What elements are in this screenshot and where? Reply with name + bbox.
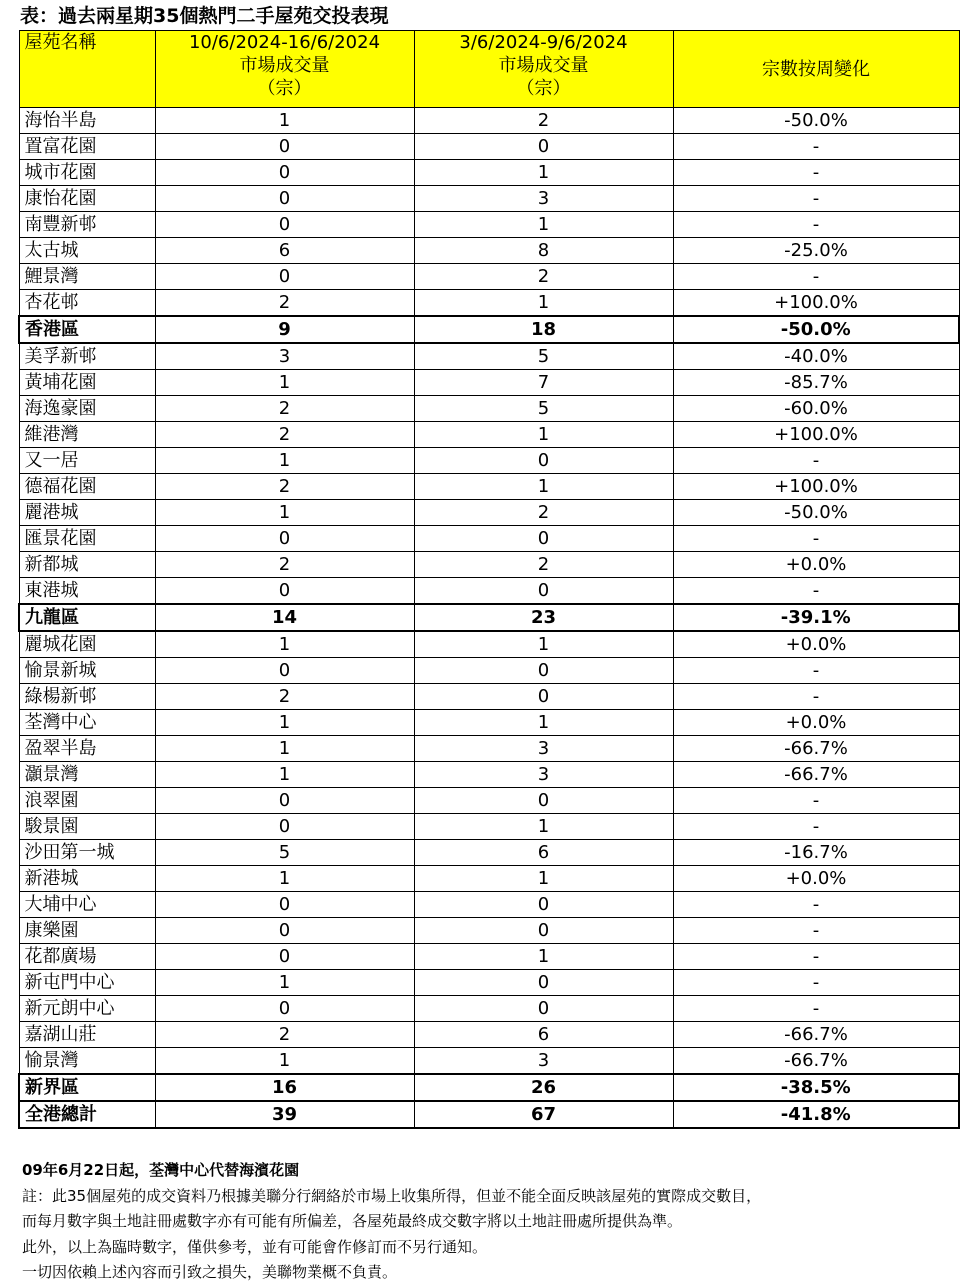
table-row: [19, 684, 959, 710]
weekly-change-cell: -: [673, 892, 959, 918]
weekly-change-cell: -66.7%: [673, 762, 959, 788]
estate-name-cell: 新都城: [19, 552, 155, 578]
table-row: [19, 840, 959, 866]
estate-name-cell: 海怡半島: [19, 108, 155, 134]
weekly-change-cell: +0.0%: [673, 552, 959, 578]
period2-volume-cell: 7: [414, 370, 673, 396]
period1-volume-cell: 2: [155, 552, 414, 578]
weekly-change-cell: -60.0%: [673, 396, 959, 422]
estate-name-cell: 康怡花園: [19, 186, 155, 212]
estate-name-cell: 愉景新城: [19, 658, 155, 684]
period2-volume-cell: 18: [414, 316, 673, 343]
table-row: [19, 212, 959, 238]
weekly-change-cell: -39.1%: [673, 604, 959, 631]
estate-name-cell: 新港城: [19, 866, 155, 892]
table-row: [19, 866, 959, 892]
period1-volume-cell: 0: [155, 892, 414, 918]
column-header-period2: [414, 31, 673, 108]
estate-name-cell: 德福花園: [19, 474, 155, 500]
weekly-change-cell: -: [673, 448, 959, 474]
period1-volume-cell: 1: [155, 631, 414, 658]
table-row: [19, 343, 959, 370]
weekly-change-cell: +100.0%: [673, 422, 959, 448]
period1-volume-cell: 1: [155, 710, 414, 736]
table-row: [19, 396, 959, 422]
period1-volume-cell: 0: [155, 160, 414, 186]
period1-volume-cell: 1: [155, 736, 414, 762]
period1-volume-cell: 0: [155, 578, 414, 605]
period1-volume-cell: 0: [155, 658, 414, 684]
period2-volume-cell: 3: [414, 1048, 673, 1075]
estate-name-cell: 香港區: [19, 316, 155, 343]
period2-volume-cell: 8: [414, 238, 673, 264]
period2-volume-cell: 2: [414, 264, 673, 290]
report-title: 表：過去兩星期35個熱門二手屋苑交投表現: [20, 5, 389, 27]
weekly-change-cell: -50.0%: [673, 500, 959, 526]
weekly-change-cell: -: [673, 996, 959, 1022]
estate-name-cell: 新元朗中心: [19, 996, 155, 1022]
estate-name-cell: 灝景灣: [19, 762, 155, 788]
period2-volume-cell: 0: [414, 996, 673, 1022]
estate-name-cell: 盈翠半島: [19, 736, 155, 762]
period2-volume-cell: 3: [414, 186, 673, 212]
period1-volume-cell: 5: [155, 840, 414, 866]
period1-volume-cell: 0: [155, 212, 414, 238]
estate-name-cell: 東港城: [19, 578, 155, 605]
period2-volume-cell: 1: [414, 631, 673, 658]
weekly-change-cell: -66.7%: [673, 1022, 959, 1048]
period1-volume-cell: 0: [155, 944, 414, 970]
estate-name-cell: 維港灣: [19, 422, 155, 448]
period1-volume-cell: 2: [155, 1022, 414, 1048]
table-row: [19, 134, 959, 160]
period1-volume-cell: 1: [155, 970, 414, 996]
subtotal-row: [19, 316, 959, 343]
table-row: [19, 238, 959, 264]
table-body: [19, 108, 959, 1129]
period2-unit-label: （宗）: [516, 78, 571, 99]
estate-name-cell: 杏花邨: [19, 290, 155, 317]
estate-name-cell: 荃灣中心: [19, 710, 155, 736]
weekly-change-cell: +0.0%: [673, 710, 959, 736]
estate-name-cell: 九龍區: [19, 604, 155, 631]
period2-volume-cell: 0: [414, 918, 673, 944]
weekly-change-cell: -: [673, 944, 959, 970]
weekly-change-cell: -: [673, 526, 959, 552]
period2-volume-cell: 0: [414, 970, 673, 996]
estate-name-cell: 匯景花園: [19, 526, 155, 552]
period1-volume-cell: 1: [155, 500, 414, 526]
period2-volume-cell: 0: [414, 892, 673, 918]
period2-volume-cell: 0: [414, 526, 673, 552]
note-line: 而每月數字與土地註冊處數字亦有可能有所偏差，各屋苑最終成交數字將以土地註冊處所提供為準。: [22, 1212, 683, 1230]
weekly-change-cell: -41.8%: [673, 1101, 959, 1128]
estate-name-cell: 置富花園: [19, 134, 155, 160]
estate-name-cell: 海逸豪園: [19, 396, 155, 422]
estate-name-cell: 綠楊新邨: [19, 684, 155, 710]
table-row: [19, 448, 959, 474]
table-row: [19, 578, 959, 605]
period2-volume-cell: 1: [414, 866, 673, 892]
table-row: [19, 944, 959, 970]
table-row: [19, 186, 959, 212]
period2-volume-cell: 0: [414, 684, 673, 710]
estate-name-cell: 沙田第一城: [19, 840, 155, 866]
period1-volume-cell: 2: [155, 474, 414, 500]
table-row: [19, 814, 959, 840]
period1-volume-cell: 0: [155, 918, 414, 944]
period2-volume-cell: 26: [414, 1074, 673, 1101]
column-header-weekly-change: 宗數按周變化: [673, 31, 959, 108]
weekly-change-cell: -50.0%: [673, 316, 959, 343]
period1-volume-cell: 0: [155, 186, 414, 212]
estate-name-cell: 麗港城: [19, 500, 155, 526]
estate-name-cell: 太古城: [19, 238, 155, 264]
period2-volume-cell: 23: [414, 604, 673, 631]
period1-volume-cell: 2: [155, 422, 414, 448]
period1-volume-cell: 0: [155, 526, 414, 552]
estate-name-cell: 浪翠園: [19, 788, 155, 814]
table-row: [19, 970, 959, 996]
estate-name-cell: 全港總計: [19, 1101, 155, 1128]
weekly-change-cell: -: [673, 658, 959, 684]
weekly-change-cell: +0.0%: [673, 631, 959, 658]
period2-volume-cell: 0: [414, 134, 673, 160]
table-row: [19, 160, 959, 186]
note-line: 一切因依賴上述內容而引致之損失，美聯物業概不負責。: [22, 1263, 398, 1281]
period1-volume-label: 市場成交量: [239, 55, 330, 76]
weekly-change-cell: -85.7%: [673, 370, 959, 396]
period1-volume-cell: 16: [155, 1074, 414, 1101]
weekly-change-cell: -16.7%: [673, 840, 959, 866]
period1-volume-cell: 1: [155, 762, 414, 788]
estate-name-cell: 城市花園: [19, 160, 155, 186]
weekly-change-cell: -: [673, 578, 959, 605]
table-row: [19, 526, 959, 552]
weekly-change-cell: -66.7%: [673, 736, 959, 762]
period2-date-range: 3/6/2024-9/6/2024: [459, 32, 628, 53]
period2-volume-cell: 2: [414, 552, 673, 578]
column-header-estate-name: 屋苑名稱: [19, 31, 155, 108]
period1-volume-cell: 9: [155, 316, 414, 343]
weekly-change-cell: -: [673, 788, 959, 814]
period2-volume-cell: 1: [414, 710, 673, 736]
weekly-change-cell: -: [673, 212, 959, 238]
table-row: [19, 1022, 959, 1048]
period1-volume-cell: 0: [155, 788, 414, 814]
weekly-change-cell: -50.0%: [673, 108, 959, 134]
period1-volume-cell: 39: [155, 1101, 414, 1128]
table-row: [19, 788, 959, 814]
period2-volume-cell: 0: [414, 658, 673, 684]
period1-volume-cell: 3: [155, 343, 414, 370]
subtotal-row: [19, 1074, 959, 1101]
period2-volume-cell: 3: [414, 762, 673, 788]
estate-name-cell: 黃埔花園: [19, 370, 155, 396]
table-row: [19, 290, 959, 317]
table-row: [19, 108, 959, 134]
table-row: [19, 710, 959, 736]
table-row: [19, 552, 959, 578]
weekly-change-cell: -40.0%: [673, 343, 959, 370]
period2-volume-label: 市場成交量: [498, 55, 589, 76]
weekly-change-cell: -: [673, 814, 959, 840]
weekly-change-cell: -: [673, 918, 959, 944]
period2-volume-cell: 1: [414, 422, 673, 448]
estate-name-cell: 鯉景灣: [19, 264, 155, 290]
period2-volume-cell: 67: [414, 1101, 673, 1128]
weekly-change-cell: -66.7%: [673, 1048, 959, 1075]
period1-volume-cell: 0: [155, 814, 414, 840]
period2-volume-cell: 0: [414, 788, 673, 814]
weekly-change-cell: -25.0%: [673, 238, 959, 264]
estate-name-cell: 南豐新邨: [19, 212, 155, 238]
estate-name-cell: 美孚新邨: [19, 343, 155, 370]
period2-volume-cell: 1: [414, 814, 673, 840]
weekly-change-cell: -: [673, 264, 959, 290]
estate-name-cell: 又一居: [19, 448, 155, 474]
period1-volume-cell: 1: [155, 108, 414, 134]
table-row: [19, 474, 959, 500]
period2-volume-cell: 6: [414, 1022, 673, 1048]
note-line: 此外，以上為臨時數字，僅供參考，並有可能會作修訂而不另行通知。: [22, 1237, 488, 1256]
period1-volume-cell: 1: [155, 866, 414, 892]
estate-name-cell: 康樂園: [19, 918, 155, 944]
subtotal-row: [19, 1101, 959, 1128]
transactions-table: [18, 30, 960, 1129]
period1-volume-cell: 14: [155, 604, 414, 631]
period2-volume-cell: 1: [414, 212, 673, 238]
period1-volume-cell: 2: [155, 290, 414, 317]
period1-volume-cell: 1: [155, 1048, 414, 1075]
weekly-change-cell: -: [673, 186, 959, 212]
period1-volume-cell: 0: [155, 996, 414, 1022]
period1-volume-cell: 1: [155, 448, 414, 474]
weekly-change-cell: +100.0%: [673, 290, 959, 317]
period1-volume-cell: 0: [155, 264, 414, 290]
estate-name-cell: 駿景園: [19, 814, 155, 840]
table-row: [19, 631, 959, 658]
period1-volume-cell: 2: [155, 684, 414, 710]
weekly-change-cell: -: [673, 684, 959, 710]
period1-date-range: 10/6/2024-16/6/2024: [188, 32, 381, 53]
period2-volume-cell: 1: [414, 474, 673, 500]
period2-volume-cell: 2: [414, 500, 673, 526]
footnotes: [22, 1158, 761, 1286]
weekly-change-cell: -: [673, 160, 959, 186]
subtotal-row: [19, 604, 959, 631]
period1-volume-cell: 2: [155, 396, 414, 422]
table-row: [19, 892, 959, 918]
period2-volume-cell: 5: [414, 396, 673, 422]
header-row: [19, 31, 959, 108]
period1-volume-cell: 1: [155, 370, 414, 396]
period1-unit-label: （宗）: [257, 78, 312, 99]
table-row: [19, 264, 959, 290]
estate-name-cell: 嘉湖山莊: [19, 1022, 155, 1048]
column-header-period1: [155, 31, 414, 108]
period2-volume-cell: 1: [414, 160, 673, 186]
note-replacement: 09年6月22日起，荃灣中心代替海濱花園: [22, 1161, 300, 1179]
note-line: 註：此35個屋苑的成交資料乃根據美聯分行網絡於市場上收集所得，但並不能全面反映該屋苑的實際成交數目，: [22, 1186, 762, 1205]
table-row: [19, 918, 959, 944]
period2-volume-cell: 1: [414, 944, 673, 970]
period1-volume-cell: 0: [155, 134, 414, 160]
weekly-change-cell: +0.0%: [673, 866, 959, 892]
period2-volume-cell: 2: [414, 108, 673, 134]
period2-volume-cell: 5: [414, 343, 673, 370]
period2-volume-cell: 3: [414, 736, 673, 762]
table-row: [19, 370, 959, 396]
table-row: [19, 658, 959, 684]
weekly-change-cell: -38.5%: [673, 1074, 959, 1101]
period2-volume-cell: 1: [414, 290, 673, 317]
estate-name-cell: 花都廣場: [19, 944, 155, 970]
table-row: [19, 762, 959, 788]
period2-volume-cell: 0: [414, 578, 673, 605]
table-row: [19, 500, 959, 526]
estate-name-cell: 麗城花園: [19, 631, 155, 658]
estate-name-cell: 新屯門中心: [19, 970, 155, 996]
estate-name-cell: 愉景灣: [19, 1048, 155, 1075]
table-row: [19, 996, 959, 1022]
weekly-change-cell: -: [673, 970, 959, 996]
period1-volume-cell: 6: [155, 238, 414, 264]
weekly-change-cell: +100.0%: [673, 474, 959, 500]
table-row: [19, 1048, 959, 1075]
table-row: [19, 736, 959, 762]
table-row: [19, 422, 959, 448]
period2-volume-cell: 0: [414, 448, 673, 474]
weekly-change-cell: -: [673, 134, 959, 160]
estate-name-cell: 新界區: [19, 1074, 155, 1101]
estate-name-cell: 大埔中心: [19, 892, 155, 918]
period2-volume-cell: 6: [414, 840, 673, 866]
